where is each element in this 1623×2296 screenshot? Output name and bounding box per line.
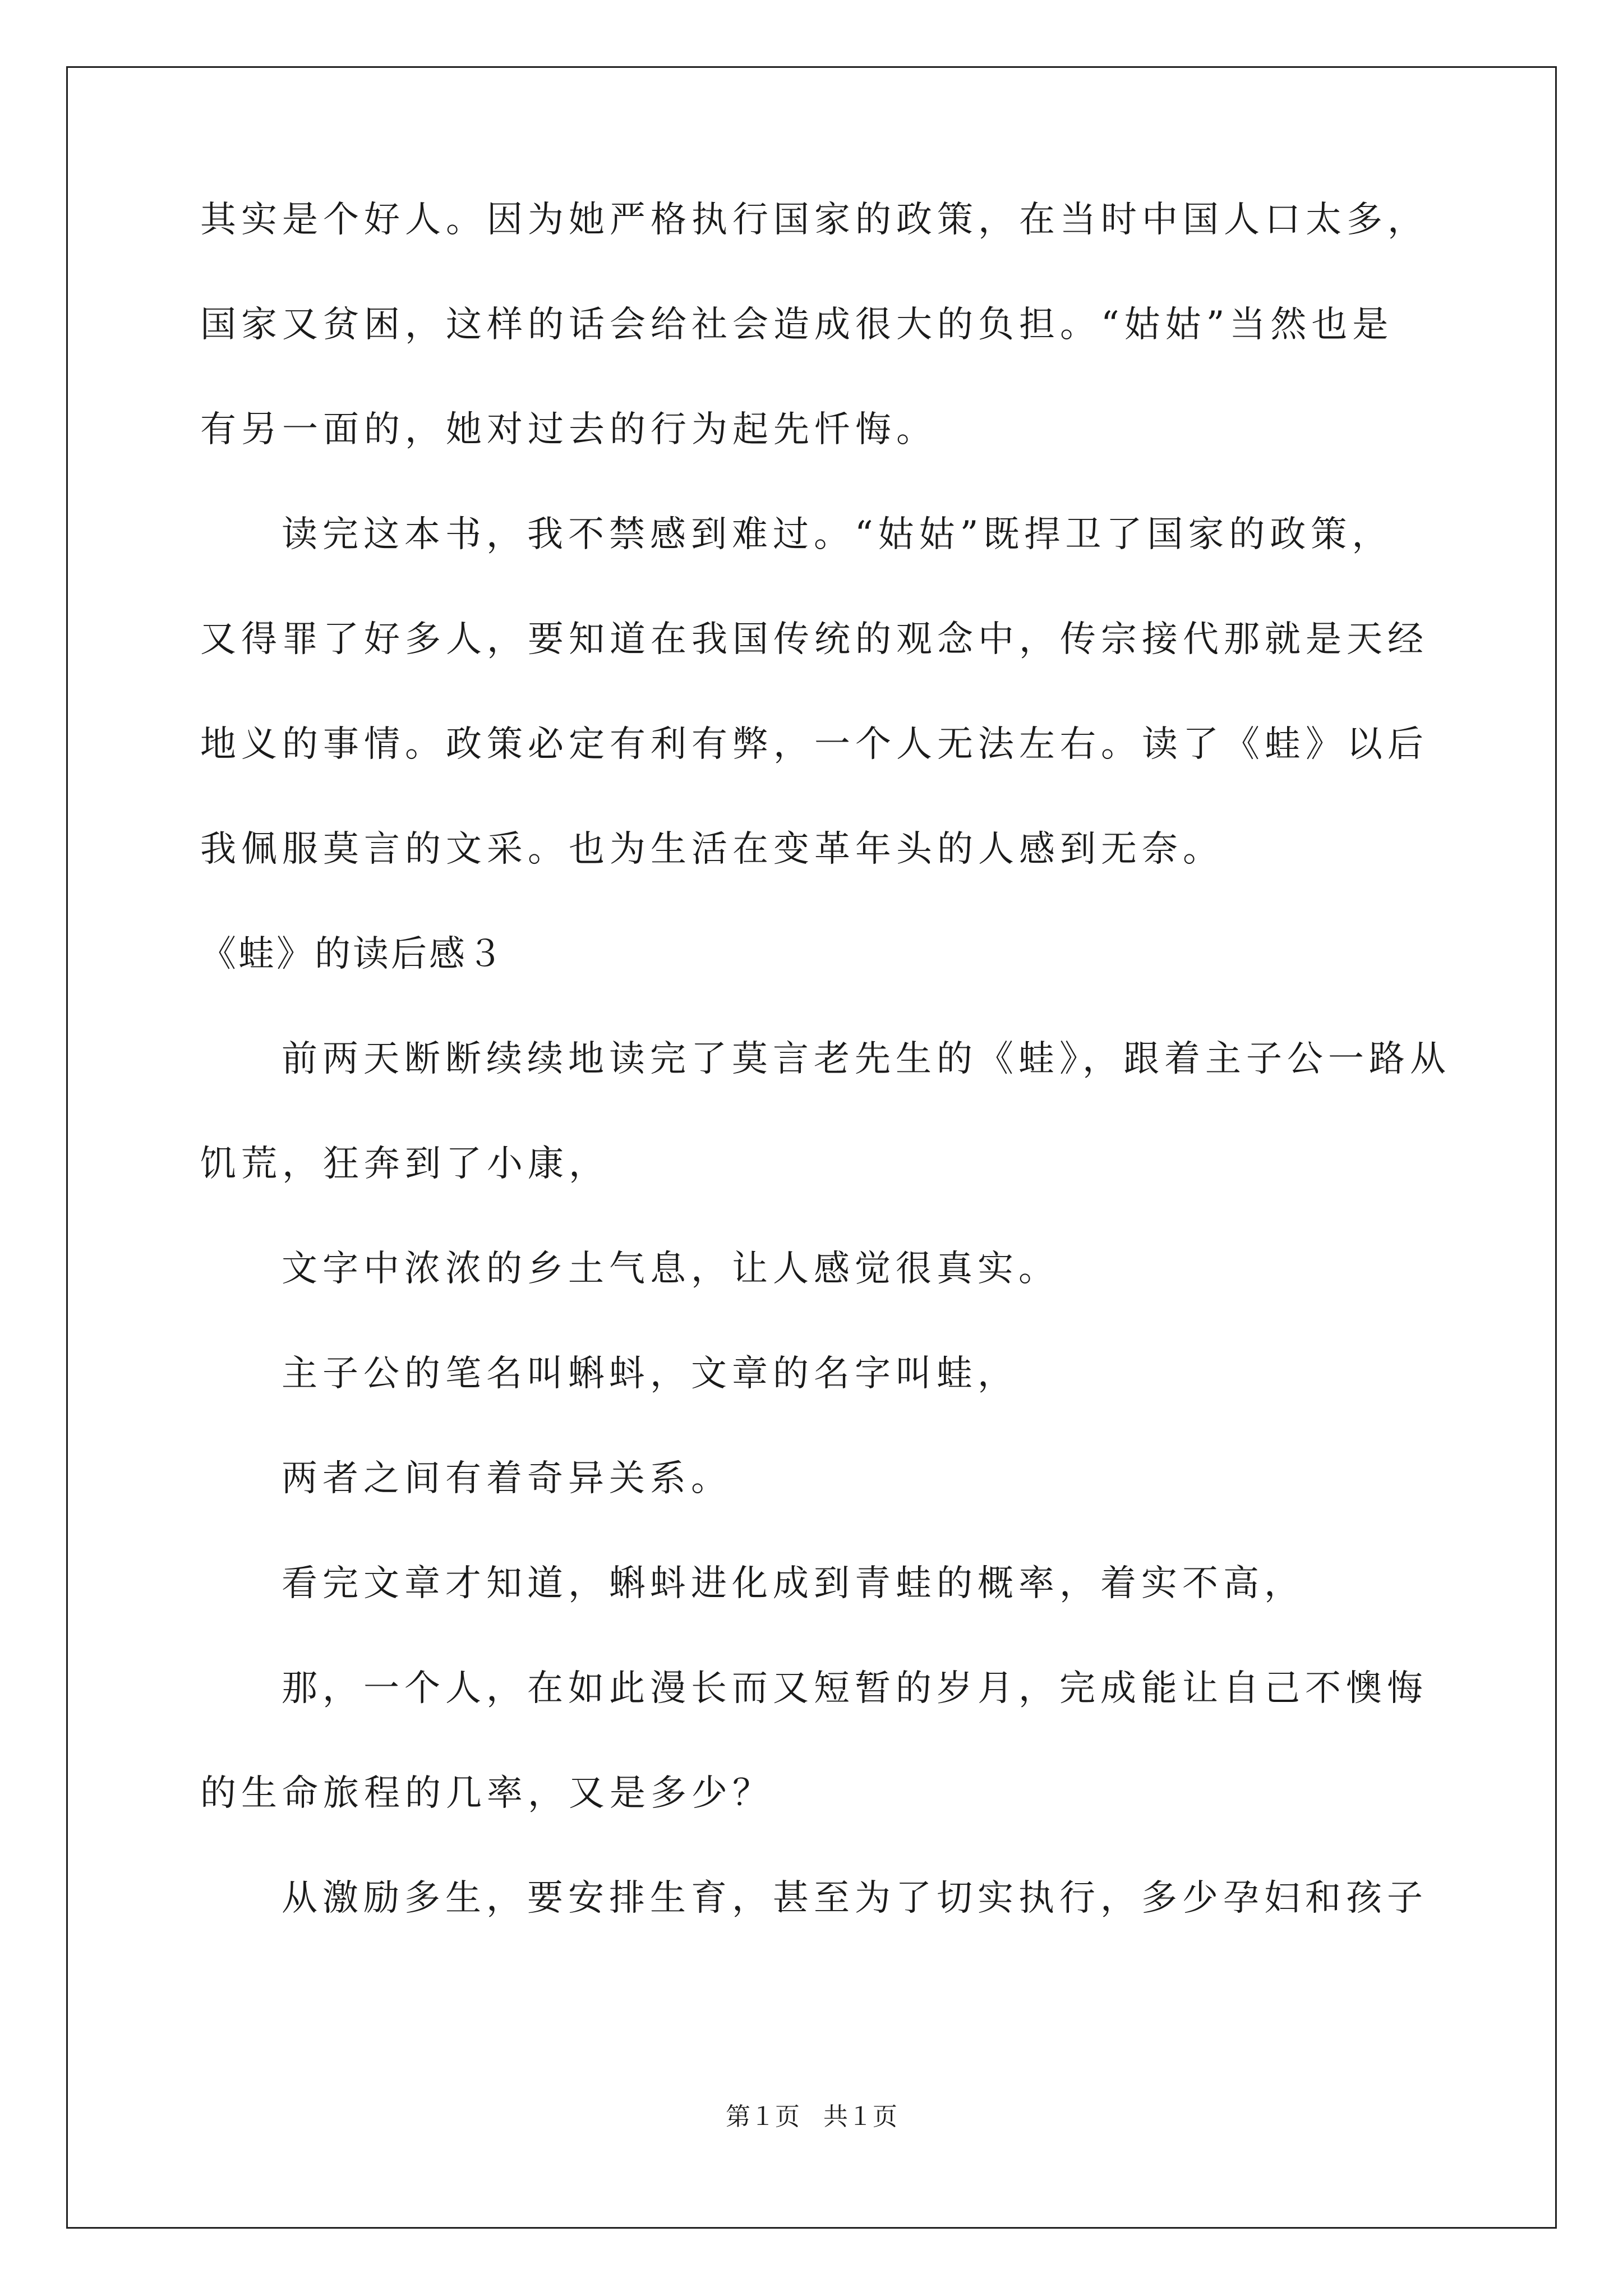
paragraph-start-line: 文字中浓浓的乡土气息，让人感觉很真实。 [282,1248,1059,1290]
page-footer [0,2105,1623,2129]
text-line: 饥荒，狂奔到了小康， [200,1143,610,1185]
text-line: 国家又贫困，这样的话会给社会造成很大的负担。“姑姑”当然也是 [200,304,1394,346]
text-line: 我佩服莫言的文采。也为生活在变革年头的人感到无奈。 [200,829,1224,870]
text-line: 的生命旅程的几率，又是多少？ [200,1773,773,1814]
paragraph-start-line: 两者之间有着奇异关系。 [282,1458,732,1499]
paragraph-start-line: 从激励多生，要安排生育，甚至为了切实执行，多少孕妇和孩子 [282,1878,1428,1919]
page-number: 第１页 [726,2103,800,2131]
paragraph-start-line: 主子公的笔名叫蝌蚪，文章的名字叫蛙， [282,1353,1018,1395]
text-line: 有另一面的，她对过去的行为起先忏悔。 [200,409,937,450]
text-line: 地义的事情。政策必定有利有弊，一个人无法左右。读了《蛙》以后 [200,724,1428,765]
text-line: 其实是个好人。因为她严格执行国家的政策，在当时中国人口太多， [200,199,1428,241]
page-total: 共１页 [823,2103,897,2131]
section-heading: 《蛙》的读后感３ [200,933,505,975]
paragraph-start-line: 读完这本书，我不禁感到难过。“姑姑”既捍卫了国家的政策， [282,514,1393,555]
paragraph-start-line: 那，一个人，在如此漫长而又短暂的岁月，完成能让自己不懊悔 [282,1668,1428,1709]
document-body [200,199,1451,1985]
text-line: 又得罪了好多人，要知道在我国传统的观念中，传宗接代那就是天经 [200,619,1428,660]
paragraph-start-line: 前两天断断续续地读完了莫言老先生的《蛙》，跟着主子公一路从 [282,1038,1451,1080]
paragraph-start-line: 看完文章才知道，蝌蚪进化成到青蛙的概率，着实不高， [282,1563,1305,1604]
